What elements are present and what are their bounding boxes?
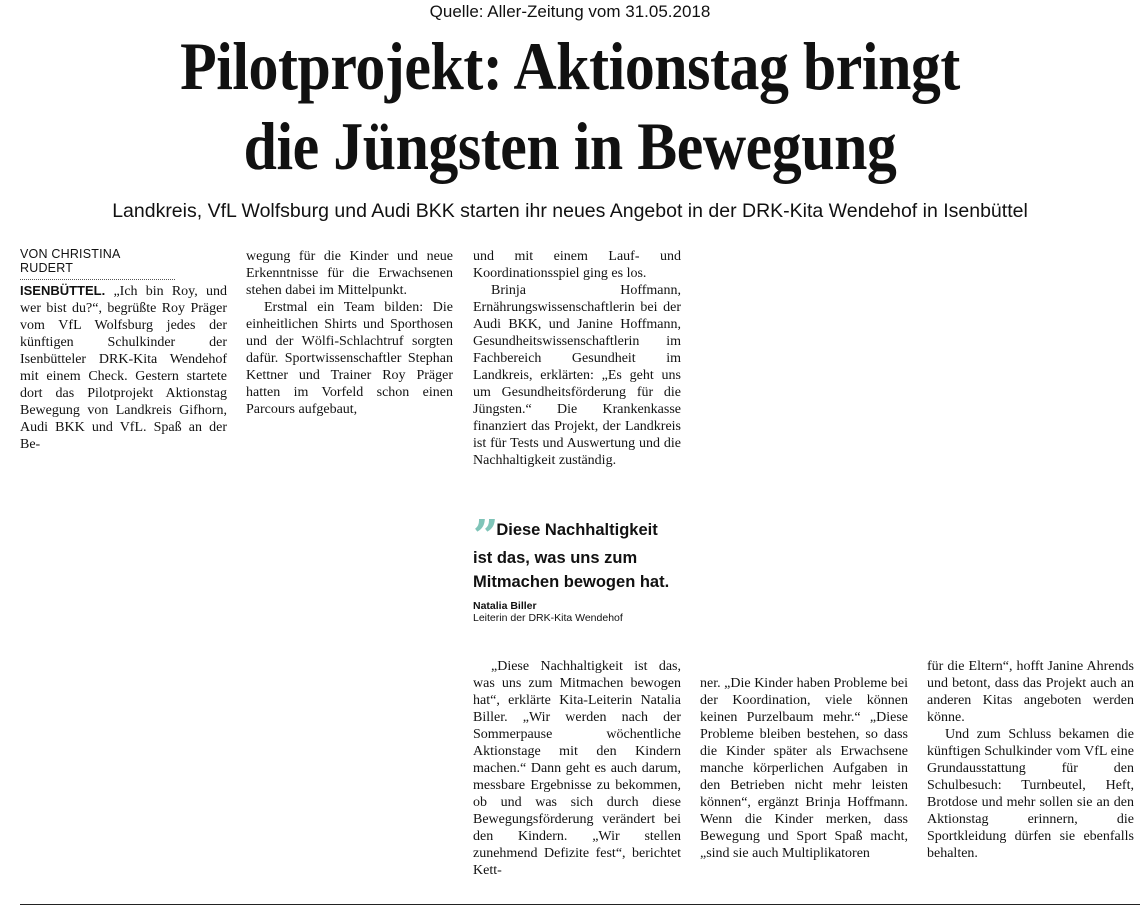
bottom-rule	[20, 904, 1140, 905]
headline	[68, 26, 1071, 186]
column-6-paragraph-2: Und zum Schluss bekamen die künftigen Schulkinder vom VfL eine Grundausstattung für den Schulbesuch: Turnbeutel, Heft, Brotdose und mehr sollen sie an den Aktionstag erinnern, die Sportkleidung dürfen sie ebenfalls behalten.	[927, 727, 1134, 861]
column-5-text: ner. „Die Kinder haben Probleme bei der Koordination, viele können keinen Purzelbaum mehr.“ „Diese Probleme bleiben bestehen, so dass die Kinder später als Erwachsene manche körperlichen Aufgaben in den Betrieben nicht mehr leisten können“, ergänzt Brinja Hoffmann. Wenn die Kinder merken, dass Bewegung und Sport Spaß macht, „sind sie auch Multiplikatoren	[700, 676, 908, 861]
column-1-text: „Ich bin Roy, und wer bist du?“, begrüßte Roy Präger vom VfL Wolfsburg jedes der künftigen Schulkinder der Isenbütteler DRK-Kita Wendehof mit einem Check. Gestern startete dort das Pilotprojekt Aktionstag Bewegung von Landkreis Gifhorn, Audi BKK und VfL. Spaß an der Be-	[20, 284, 227, 452]
article-column-3	[473, 248, 681, 469]
article-column-2	[246, 248, 453, 418]
article-column-6	[927, 658, 1134, 862]
article-column-5	[700, 675, 908, 862]
byline: VON CHRISTINA RUDERT	[20, 247, 175, 280]
article-column-1	[20, 282, 227, 453]
quote-text: Diese Nachhaltigkeit ist das, was uns zum Mitmachen bewogen hat.	[473, 521, 670, 591]
pull-quote	[473, 511, 673, 624]
column-2-paragraph-1: wegung für die Kinder und neue Erkenntnisse für die Erwachsenen stehen dabei im Mittelpunkt.	[246, 249, 453, 298]
source-line: Quelle: Aller-Zeitung vom 31.05.2018	[429, 2, 711, 21]
article-column-4	[473, 658, 681, 879]
dateline: ISENBÜTTEL.	[20, 283, 106, 298]
quote-author: Natalia Biller	[473, 600, 537, 612]
subheadline: Landkreis, VfL Wolfsburg und Audi BKK starten ihr neues Angebot in der DRK-Kita Wendehof in Isenbüttel	[112, 200, 1028, 222]
column-3-paragraph-1: und mit einem Lauf- und Koordinationsspiel ging es los.	[473, 249, 681, 281]
quote-mark-icon: ”	[473, 511, 493, 562]
headline-line-1: Pilotprojekt: Aktionstag bringt	[180, 28, 960, 104]
column-2-paragraph-2: Erstmal ein Team bilden: Die einheitlichen Shirts und Sporthosen und der Wölfi-Schlachtruf sorgten dafür. Sportwissenschaftler Stephan Kettner und Trainer Roy Präger hatten im Vorfeld schon einen Parcours aufgebaut,	[246, 300, 453, 417]
column-4-text: „Diese Nachhaltigkeit ist das, was uns zum Mitmachen bewogen hat“, erklärte Kita-Leiterin Natalia Biller. „Wir werden nach der Sommerpause wöchentliche Aktionstage mit den Kindern machen.“ Dann geht es auch darum, messbare Ergebnisse zu bekommen, ob und was sich durch diese Bewegungsförderung verändert bei den Kindern. „Wir stellen zunehmend Defizite fest“, berichtet Kett-	[473, 659, 681, 878]
column-6-paragraph-1: für die Eltern“, hofft Janine Ahrends und betont, dass das Projekt auch an anderen Kitas angeboten werden könne.	[927, 659, 1134, 725]
headline-line-2: die Jüngsten in Bewegung	[243, 108, 897, 184]
column-3-paragraph-2: Brinja Hoffmann, Ernährungswissenschaftlerin bei der Audi BKK, und Janine Hoffmann, Gesundheitswissenschaftlerin im Fachbereich Gesundheit im Landkreis, erklärten: „Es geht uns um Gesundheitsförderung für die Jüngsten.“ Die Krankenkasse finanziert das Projekt, der Landkreis ist für Tests und Auswertung und die Nachhaltigkeit zuständig.	[473, 283, 681, 468]
quote-author-role: Leiterin der DRK-Kita Wendehof	[473, 612, 623, 624]
